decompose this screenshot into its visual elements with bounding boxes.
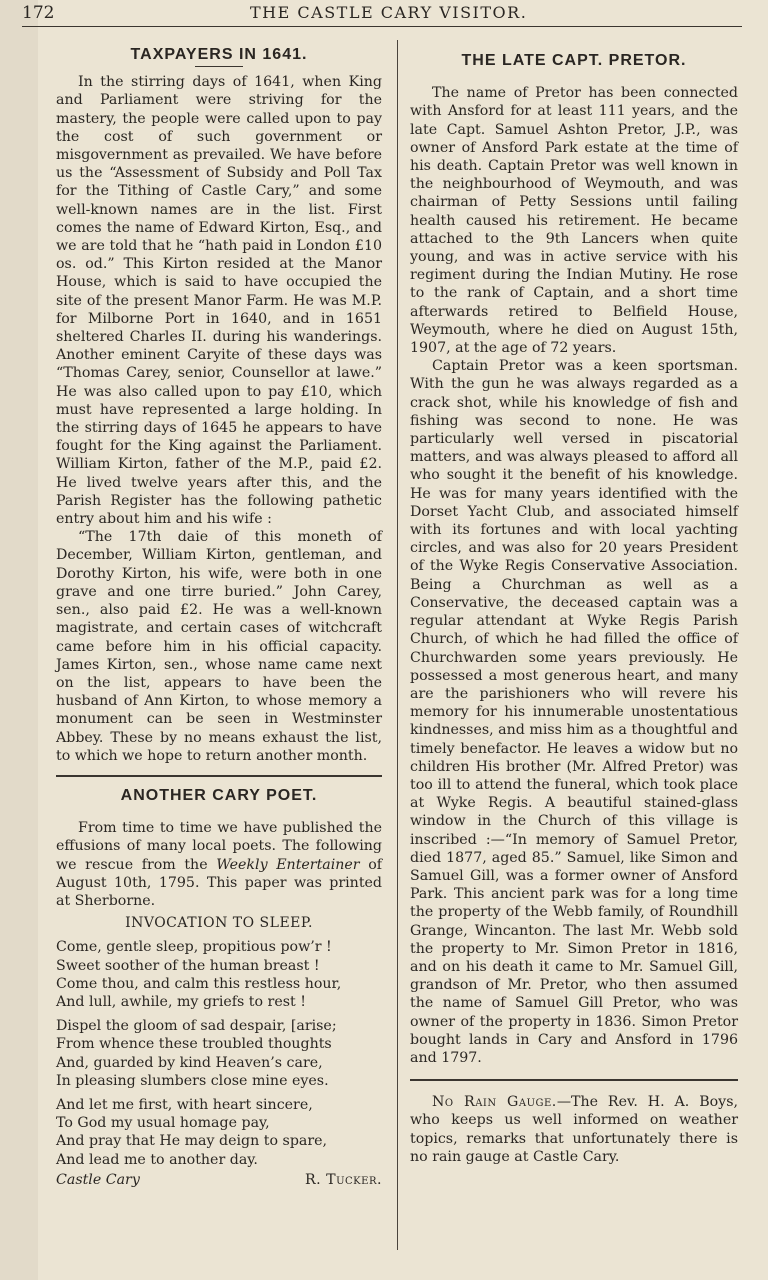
periodical-title: Weekly Entertainer: [216, 856, 360, 873]
pretor-paragraph-2: Captain Pretor was a keen sportsman. With the gun he was always regarded as a crack shot, while his knowledge of fish and fishing was second to none. He was particularly well versed in piscatorial matters, and was always pleased to afford all who sought it the benefit of his knowledge. He was for many years identified with the Dorset Yacht Club, and associated himself with its fortunes and with local yachting circles, and was also for 20 years President of the Wyke Regis Conservative Association. Being a Churchman as well as a Conservative, the deceased captain was a regular attendant at Wyke Regis Parish Church, of which he had filled the office of Churchwarden some years previously. He possessed a most generous heart, and many are the parishioners who will revere his memory for his innumerable unostentatious kindnesses, and miss him as a thoughtful and timely benefactor. He leaves a widow but no children His brother (Mr. Alfred Pretor) was too ill to attend the funeral, which took place at Wyke Regis. A beautiful stained-glass window in the Church of this village is inscribed :—“In memory of Samuel Pretor, died 1877, aged 85.” Samuel, like Simon and Samuel Gill, was a former owner of Ansford Park. This ancient park was for a long time the property of the Webb family, of Roundhill Grange, Wincanton. The last Mr. Webb sold the property to Mr. Simon Pretor in 1816, and on his death it came to Mr. Samuel Gill, grandson of Mr. Pretor, who then assumed the name of Samuel Gill Pretor, who was owner of the property in 1836. Simon Pretor bought lands in Cary and Ansford in 1796 and 1797.: [410, 358, 738, 1066]
poem-line: Sweet soother of the human breast !: [56, 957, 320, 974]
poem-line: And lull, awhile, my griefs to rest !: [56, 993, 306, 1010]
poem-line: And pray that He may deign to spare,: [56, 1133, 328, 1150]
page-number: 172: [22, 3, 55, 23]
poet-intro: [56, 819, 382, 910]
right-column: [410, 52, 738, 1166]
rain-gauge-label: No Rain Gauge.: [432, 1094, 557, 1111]
pretor-paragraph-1: The name of Pretor has been connected with Ansford for at least 111 years, and the late Capt. Samuel Ashton Pretor, J.P., was owner of Ansford Park estate at the time of his death. Captain Pretor was well known in the neighbourhood of Weymouth, and was chairman of Petty Sessions until failing health caused his retirement. He became attached to the 9th Lancers when quite young, and was in active service with his regiment during the Indian Mutiny. He rose to the rank of Captain, and a short time afterwards retired to Belfield House, Weymouth, where he died on August 15th, 1907, at the age of 72 years.: [410, 85, 738, 357]
poem-line: In pleasing slumbers close mine eyes.: [56, 1072, 329, 1089]
poem-stanza-2: [56, 1017, 382, 1090]
poet-heading: ANOTHER CARY POET.: [120, 786, 318, 804]
poem-stanza-3: [56, 1096, 382, 1169]
section-rule: [56, 775, 382, 777]
column-divider: [397, 40, 398, 1250]
poem-title: INVOCATION TO SLEEP.: [125, 915, 313, 932]
poem-stanza-1: [56, 938, 382, 1011]
poem-line: Come, gentle sleep, propitious pow’r !: [56, 939, 332, 956]
rain-gauge-text: —The Rev. H. A. Boys, who keeps us well informed on weather topics, remarks that unfortunately there is no rain gauge at Castle Cary.: [410, 1094, 738, 1165]
poem-line: Dispel the gloom of sad despair, [arise;: [56, 1018, 337, 1035]
signoff-author: R. Tucker.: [304, 1171, 382, 1188]
rain-gauge-note: [410, 1093, 738, 1166]
page-header: [22, 3, 768, 25]
left-column: [56, 46, 382, 1189]
running-title: THE CASTLE CARY VISITOR.: [250, 3, 528, 22]
poem-line: And lead me to another day.: [56, 1151, 258, 1168]
taxpayers-paragraph-2: “The 17th daie of this moneth of December, William Kirton, gentleman, and Dorothy Kirton, his wife, were both in one grave and one tirre buried.” John Carey, sen., also paid £2. He was a well-known magistrate, and certain cases of witchcraft came before him in his official capacity. James Kirton, sen., whose name came next on the list, appears to have been the husband of Ann Kirton, to whose memory a monument can be seen in Westminster Abbey. These by no means exhaust the list, to which we hope to return another month.: [56, 529, 382, 764]
poet-intro-before: From time to time we have published the effusions of many local poets. The following we rescue from the: [56, 820, 382, 873]
signoff-place: Castle Cary: [56, 1171, 140, 1188]
poet-intro-after: of August 10th, 1795. This paper was printed at Sherborne.: [56, 856, 383, 909]
poem-line: And let me first, with heart sincere,: [56, 1096, 313, 1113]
taxpayers-heading: TAXPAYERS IN 1641.: [130, 46, 308, 63]
taxpayers-paragraph-1: In the stirring days of 1641, when King and Parliament were striving for the mastery, the people were called upon to pay the cost of such government or misgovernment as prevailed. We have before us the “Assessment of Subsidy and Poll Tax for the Tithing of Castle Cary,” and some well-known names are in the list. First comes the name of Edward Kirton, Esq., and we are told that he “hath paid in London £10 os. od.” This Kirton resided at the Manor House, which is said to have occupied the site of the present Manor Farm. He was M.P. for Milborne Port in 1640, and in 1651 sheltered Charles II. during his wanderings. Another eminent Caryite of these days was “Thomas Carey, senior, Counsellor at lawe.” He was also called upon to pay £10, which must have represented a large holding. In the stirring days of 1645 he appears to have fought for the King against the Parliament. William Kirton, father of the M.P., paid £2. He lived twelve years after this, and the Parish Register has the following pathetic entry about him and his wife :: [56, 74, 382, 528]
poem-line: To God my usual homage pay,: [56, 1115, 270, 1132]
section-rule: [410, 1079, 738, 1081]
heading-rule: [195, 66, 243, 67]
poem-line: From whence these troubled thoughts: [56, 1036, 332, 1053]
poem-line: And, guarded by kind Heaven’s care,: [56, 1054, 323, 1071]
poem-line: Come thou, and calm this restless hour,: [56, 975, 342, 992]
poem-signoff: [56, 1171, 382, 1189]
header-rule: [22, 26, 742, 27]
pretor-heading: THE LATE CAPT. PRETOR.: [461, 52, 687, 69]
